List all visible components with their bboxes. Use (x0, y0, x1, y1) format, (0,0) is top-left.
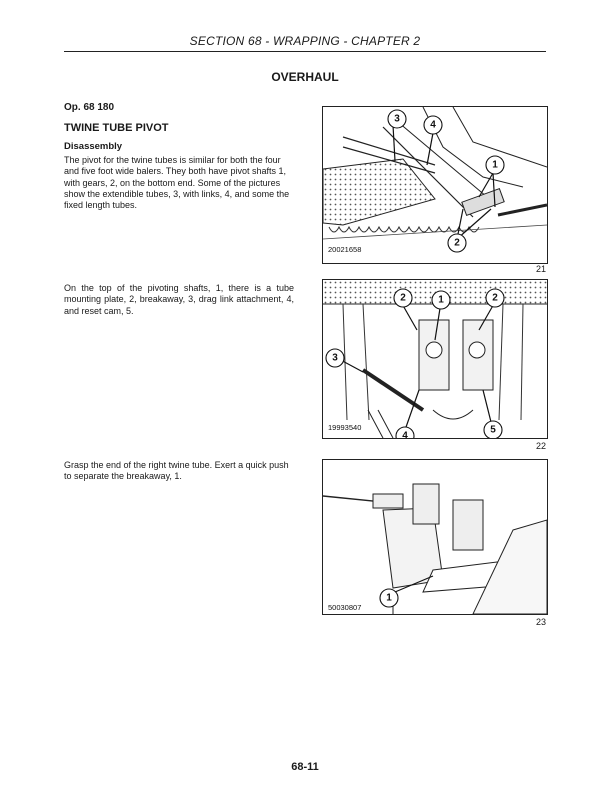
svg-text:4: 4 (402, 430, 408, 438)
figure-21-number: 21 (535, 264, 546, 274)
figure-23-illustration (322, 459, 548, 615)
figure-22-number: 22 (535, 441, 546, 451)
figure-23-callout-1 (380, 589, 398, 607)
figure-21-callout-4 (424, 116, 442, 134)
figure-21-callout-2 (448, 234, 466, 252)
svg-text:3: 3 (332, 352, 338, 364)
figure-23-number: 23 (535, 617, 546, 627)
svg-text:2: 2 (400, 292, 406, 304)
figure-22-callout-5 (484, 421, 502, 438)
section-heading: TWINE TUBE PIVOT (64, 122, 169, 134)
svg-text:1: 1 (438, 294, 444, 306)
page-number: 68-11 (291, 761, 319, 773)
header-rule (64, 51, 546, 52)
svg-text:4: 4 (430, 119, 436, 131)
paragraph-1: The pivot for the twine tubes is similar for both the four and five foot wide balers. They both have pivot shafts 1, with gears, 2, on the bottom end. Some of the pictures show the extendible tubes, 3, with links, 4, and some the fixed length tubes. (64, 155, 290, 211)
figure-22-callout-2-right (486, 289, 504, 307)
figure-22-callout-1 (432, 291, 450, 309)
figure-22-callout-4 (396, 427, 414, 438)
paragraph-2: On the top of the pivoting shafts, 1, there is a tube mounting plate, 2, breakaway, 3, drag link attachment, 4, and reset cam, 5. (64, 283, 294, 316)
figure-21-callout-3 (388, 110, 406, 128)
paragraph-3: Grasp the end of the right twine tube. Exert a quick push to separate the breakaway, 1. (64, 460, 289, 482)
svg-text:3: 3 (394, 113, 400, 125)
figure-22-code: 19993540 (328, 423, 362, 432)
svg-text:5: 5 (490, 424, 496, 436)
figure-21-code: 20021658 (328, 245, 362, 254)
svg-text:1: 1 (386, 592, 392, 604)
section-header: SECTION 68 - WRAPPING - CHAPTER 2 (189, 34, 421, 48)
figure-22-illustration (322, 279, 548, 439)
figure-21-callout-1 (486, 156, 504, 174)
svg-text:1: 1 (492, 159, 498, 171)
figure-21-illustration (322, 106, 548, 264)
svg-text:2: 2 (454, 237, 460, 249)
figure-22-callout-3 (326, 349, 344, 367)
subheading: Disassembly (64, 141, 123, 152)
page-title: OVERHAUL (271, 70, 339, 84)
figure-22-callout-2-left (394, 289, 412, 307)
figure-23-code: 50030807 (328, 603, 362, 612)
operation-number: Op. 68 180 (64, 102, 115, 113)
svg-text:2: 2 (492, 292, 498, 304)
